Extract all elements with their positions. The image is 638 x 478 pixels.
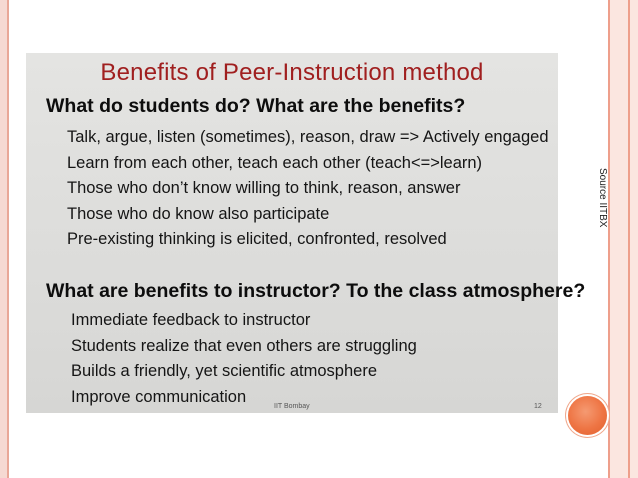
list-item: Students realize that even others are struggling <box>71 336 417 355</box>
list-item: Pre-existing thinking is elicited, confronted, resolved <box>67 230 447 248</box>
instructor-benefits-list <box>71 308 417 410</box>
slide-image <box>26 53 586 413</box>
section-heading-students: What do students do? What are the benefits? <box>46 95 466 117</box>
list-item: Those who do know also participate <box>67 204 330 223</box>
decorative-orange-circle <box>568 396 607 435</box>
left-decorative-band <box>0 0 7 478</box>
list-item: Immediate feedback to instructor <box>71 311 311 329</box>
source-label: Source IITBX <box>597 168 608 228</box>
students-benefits-list <box>67 125 549 253</box>
section-heading-instructor: What are benefits to instructor? To the class atmosphere? <box>46 280 586 302</box>
slide-title: Benefits of Peer-Instruction method <box>100 59 484 86</box>
list-item: Talk, argue, listen (sometimes), reason, draw => Actively engaged <box>67 128 549 146</box>
list-item: Improve communication <box>71 387 247 406</box>
right-decorative-band-outer <box>630 0 638 478</box>
list-item: Those who don’t know willing to think, reason, answer <box>67 179 461 197</box>
left-decorative-line <box>7 0 9 478</box>
list-item: Learn from each other, teach each other (teach<=>learn) <box>67 153 483 172</box>
slide-footer: IIT Bombay <box>274 403 310 410</box>
list-item: Builds a friendly, yet scientific atmosphere <box>71 362 377 380</box>
right-decorative-band <box>610 0 628 478</box>
slide-page-number: 12 <box>534 403 542 410</box>
